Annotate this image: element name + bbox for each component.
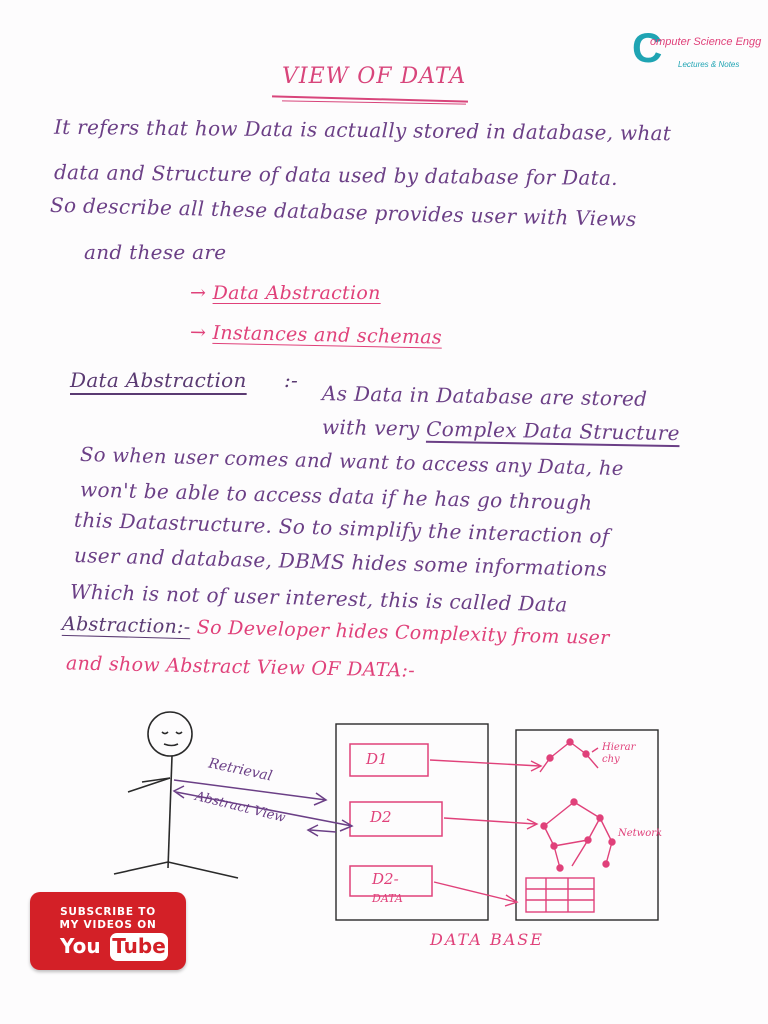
d-arrows [430, 760, 541, 906]
page-title: VIEW OF DATA [282, 64, 467, 89]
youtube-subscribe-button[interactable] [30, 892, 186, 970]
d1-box [350, 744, 428, 776]
abstraction-line-8-rest: So Developer hides Complexity from user [196, 616, 610, 650]
bullet-label: Data Abstraction [212, 282, 381, 304]
database-label: DATA BASE [430, 930, 544, 949]
d1-label: D1 [366, 750, 388, 768]
abstraction-line-1: As Data in Database are stored [321, 381, 648, 411]
heading-separator: :- [284, 368, 299, 392]
abstraction-term: Abstraction:- [61, 612, 191, 639]
intro-line-4: and these are [84, 240, 227, 264]
complex-data-structure: Complex Data Structure [425, 416, 680, 446]
network-graph [541, 799, 615, 871]
section-heading: Data Abstraction [70, 368, 247, 392]
subscribe-line-2: MY VIDEOS ON [59, 919, 157, 931]
abstraction-line-4: won't be able to access data if he has go through [79, 477, 593, 515]
d2-label: D2 [370, 808, 392, 826]
youtube-you: You [60, 934, 101, 958]
logo-initial: C [632, 24, 663, 71]
abstraction-line-9: and show Abstract View OF DATA:- [65, 652, 416, 682]
intro-line-1: It refers that how Data is actually stored in database, what [53, 114, 672, 146]
logo-title: omputer Science Engg [650, 36, 762, 48]
logo-subtitle: Lectures & Notes [678, 60, 740, 69]
arrow-icon: → [189, 321, 207, 344]
abstraction-line-5: this Datastructure. So to simplify the interaction of [73, 507, 610, 549]
arrow-icon: → [190, 282, 207, 304]
relational-table [526, 878, 594, 912]
hierarchy-tree [540, 739, 598, 772]
d2-box [350, 802, 442, 836]
abstraction-line-2-start: with very [321, 414, 420, 441]
data-label: DATA [372, 892, 403, 905]
youtube-tube: Tube [112, 934, 166, 958]
models-box [516, 730, 658, 920]
network-label: Network [618, 828, 663, 839]
intro-line-2: data and Structure of data used by database for Data. [53, 160, 619, 190]
abstraction-line-7: Which is not of user interest, this is called Data [69, 579, 568, 617]
abstraction-line-3: So when user comes and want to access any Data, he [79, 442, 624, 481]
d3-label: D2- [372, 870, 399, 888]
subscribe-line-1: SUBSCRIBE TO [60, 906, 156, 918]
database-box [336, 724, 488, 920]
left-double-arrow [308, 825, 336, 836]
abstract-view-label: Abstract View [193, 789, 287, 826]
hierarchy-label: Hierar chy [602, 742, 636, 765]
abstraction-line-6: user and database, DBMS hides some informations [73, 543, 608, 581]
intro-line-3: So describe all these database provides user with Views [49, 192, 637, 232]
bullet-label: Instances and schemas [212, 321, 443, 349]
retrieval-label: Retrieval [207, 755, 274, 785]
